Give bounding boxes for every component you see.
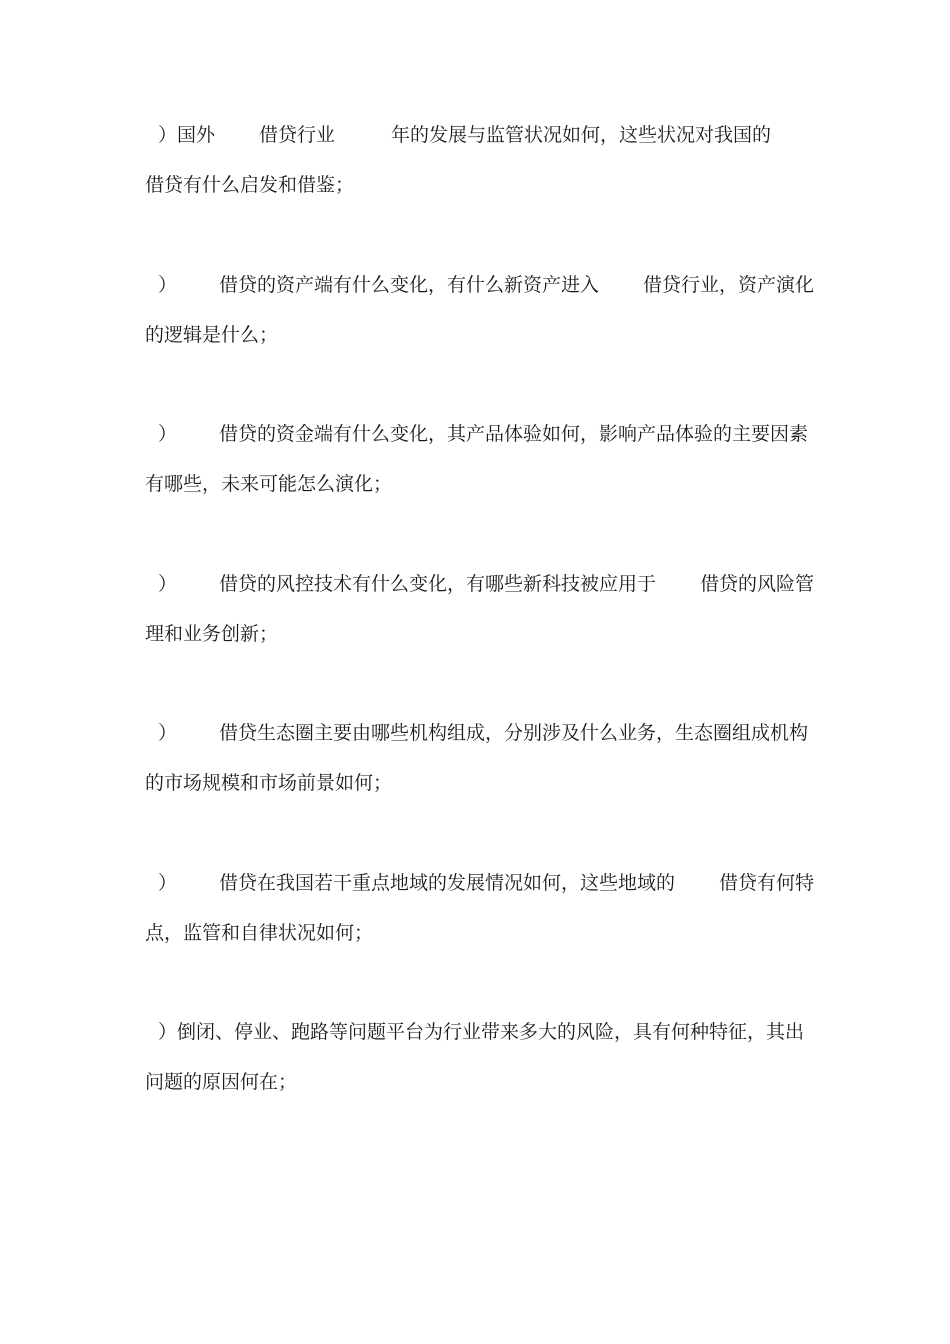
- item-6-lead: ）: [158, 872, 178, 894]
- item-4-tail: 借贷的风险管: [700, 573, 815, 595]
- item-2-line-1: [158, 273, 814, 297]
- item-5-mid: 借贷生态圈主要由哪些机构组成，分别涉及什么业务，生态圈组成机构: [219, 722, 809, 744]
- item-7-line-2: 问题的原因何在；: [145, 1071, 298, 1093]
- item-1-mid: 借贷行业: [259, 124, 336, 146]
- item-3-line-2: 有哪些，未来可能怎么演化；: [145, 473, 393, 495]
- item-3-mid: 借贷的资金端有什么变化，其产品体验如何，影响产品体验的主要因素: [219, 423, 809, 445]
- item-1-line-1: [158, 123, 771, 147]
- item-4-lead: ）: [158, 573, 178, 595]
- item-3-line-1: [158, 422, 808, 446]
- item-3-lead: ）: [158, 423, 178, 445]
- item-5-line-1: [158, 721, 808, 745]
- item-4-mid: 借贷的风控技术有什么变化，有哪些新科技被应用于: [219, 573, 657, 595]
- item-4-line-1: [158, 572, 814, 596]
- item-4-line-2: 理和业务创新；: [145, 623, 279, 645]
- item-5-line-2: 的市场规模和市场前景如何；: [145, 772, 393, 794]
- item-2-mid: 借贷的资产端有什么变化，有什么新资产进入: [219, 274, 600, 296]
- item-1-line-2: 借贷有什么启发和借鉴；: [145, 174, 355, 196]
- item-1-tail: 年的发展与监管状况如何，这些状况对我国的: [391, 124, 772, 146]
- item-6-line-1: [158, 871, 814, 895]
- item-2-lead: ）: [158, 274, 178, 296]
- item-7-line-1: [158, 1020, 804, 1044]
- item-6-mid: 借贷在我国若干重点地域的发展情况如何，这些地域的: [219, 872, 676, 894]
- item-2-line-2: 的逻辑是什么；: [145, 324, 279, 346]
- item-7-lead: ）倒闭、停业、跑路等问题平台为行业带来多大的风险，具有何种特征，其出: [158, 1021, 805, 1043]
- item-2-tail: 借贷行业，资产演化: [643, 274, 815, 296]
- item-5-lead: ）: [158, 722, 178, 744]
- item-1-lead: ）国外: [158, 124, 216, 146]
- item-6-tail: 借贷有何特: [719, 872, 815, 894]
- item-6-line-2: 点，监管和自律状况如何；: [145, 922, 374, 944]
